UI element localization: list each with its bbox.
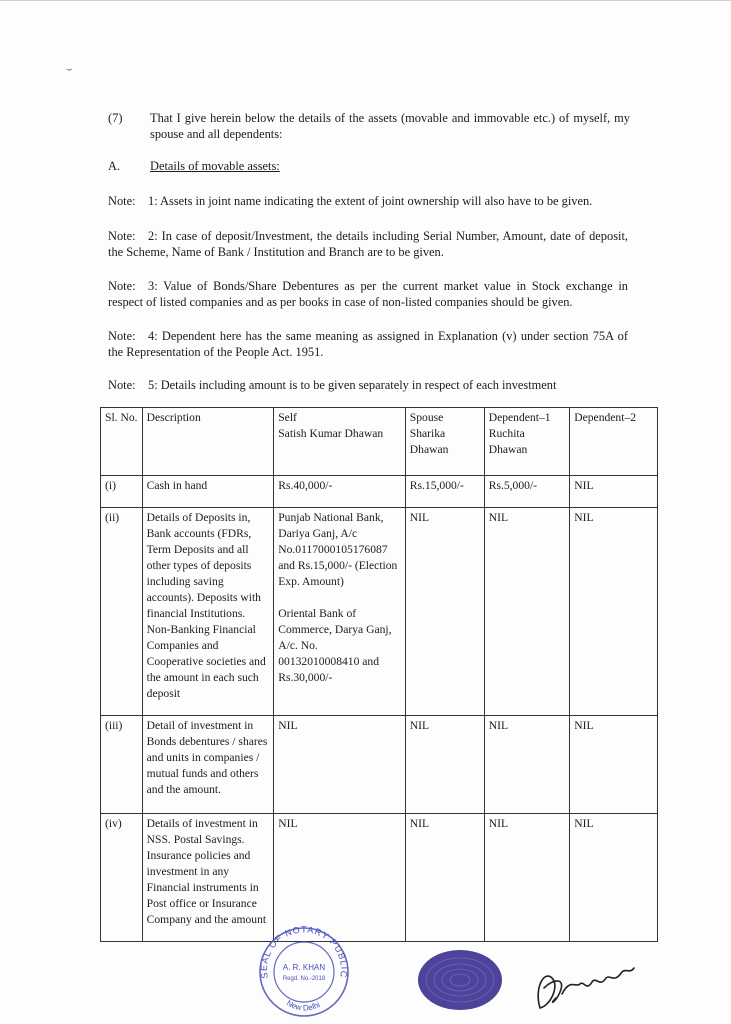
cell-spouse: Rs.15,000/- (405, 476, 484, 508)
note-label: Note: (108, 229, 136, 243)
scan-mark: ⌣ (66, 64, 73, 75)
cell-self: Rs.40,000/- (274, 476, 406, 508)
header-description: Description (142, 408, 274, 476)
seal-inner-ring (274, 942, 334, 1002)
note-label: Note: (108, 279, 136, 293)
cell-dep2: NIL (570, 476, 658, 508)
note-text: 4: Dependent here has the same meaning as assigned in Explanation (v) under section 75A of the Representation of the People Act. 1951. (108, 329, 628, 359)
notary-seal (250, 920, 358, 1020)
header-dependent-2: Dependent–2 (570, 408, 658, 476)
cell-desc: Details of investment in NSS. Postal Savings. Insurance policies and investment in any Financial instruments in Post office or Insurance Company and the amount (142, 814, 274, 942)
cell-dep2: NIL (570, 716, 658, 814)
note-text: 2: In case of deposit/Investment, the details including Serial Number, Amount, date of deposit, the Scheme, Name of Bank / Institution and Branch are to be given. (108, 229, 628, 259)
cell-self: NIL (274, 814, 406, 942)
seal-name: A. R. KHAN (282, 963, 326, 972)
cell-dep2: NIL (570, 814, 658, 942)
header-sl-no: Sl. No. (101, 408, 143, 476)
header-self: Self Satish Kumar Dhawan (274, 408, 406, 476)
table-row (101, 508, 658, 716)
note-label: Note: (108, 194, 136, 208)
deposit-obc: Oriental Bank of Commerce, Darya Ganj, A/c. No. 00132010008410 and Rs.30,000/- (278, 607, 392, 684)
cell-sl: (ii) (101, 508, 143, 716)
cell-dep2: NIL (570, 508, 658, 716)
intro-text: That I give herein below the details of the assets (movable and immovable etc.) of myself, my spouse and all dependents: (150, 111, 630, 141)
table-header-row (101, 408, 658, 476)
note-text: 5: Details including amount is to be given separately in respect of each investment (148, 378, 557, 392)
cell-dep1: NIL (484, 814, 570, 942)
cell-sl: (iv) (101, 814, 143, 942)
section-letter: A. (108, 159, 121, 173)
section-title: Details of movable assets: (150, 159, 280, 173)
cell-self (274, 508, 406, 716)
movable-assets-table (100, 407, 658, 942)
seal-reg: Regd. No.-2018 (282, 976, 326, 982)
note-label: Note: (108, 378, 136, 392)
scan-edge (0, 0, 731, 1)
cell-desc: Cash in hand (142, 476, 274, 508)
cell-desc: Detail of investment in Bonds debentures / shares and units in companies / mutual funds and others and the amount. (142, 716, 274, 814)
cell-dep1: NIL (484, 716, 570, 814)
table-row (101, 814, 658, 942)
cell-spouse: NIL (405, 716, 484, 814)
seal-city: New Delhi (284, 998, 322, 1013)
cell-spouse: NIL (405, 814, 484, 942)
table-row (101, 716, 658, 814)
thumb-impression (412, 942, 508, 1022)
intro-number: (7) (108, 111, 123, 125)
note-text: 3: Value of Bonds/Share Debentures as per the current market value in Stock exchange in respect of listed companies and as per books in case of non-listed companies should be given. (108, 279, 628, 309)
seal-outer-text: SEAL OF NOTARY PUBLIC (258, 924, 350, 980)
header-dependent-1: Dependent–1 Ruchita Dhawan (484, 408, 570, 476)
table-row (101, 476, 658, 508)
note-label: Note: (108, 329, 136, 343)
cell-desc: Details of Deposits in, Bank accounts (FDRs, Term Deposits and all other types of deposits including saving accounts). Deposits with financial Institutions. Non-Banking Financial Companies and Cooperative societies and the amount in each such deposit (142, 508, 274, 716)
header-spouse: Spouse Sharika Dhawan (405, 408, 484, 476)
cell-dep1: NIL (484, 508, 570, 716)
cell-dep1: Rs.5,000/- (484, 476, 570, 508)
note-text: 1: Assets in joint name indicating the extent of joint ownership will also have to be given. (148, 194, 593, 208)
cell-sl: (i) (101, 476, 143, 508)
signature (530, 948, 640, 1018)
cell-sl: (iii) (101, 716, 143, 814)
cell-self: NIL (274, 716, 406, 814)
deposit-pnb: Punjab National Bank, Dariya Ganj, A/c No.0117000105176087 and Rs.15,000/- (Election Exp. Amount) (278, 511, 398, 588)
cell-spouse: NIL (405, 508, 484, 716)
